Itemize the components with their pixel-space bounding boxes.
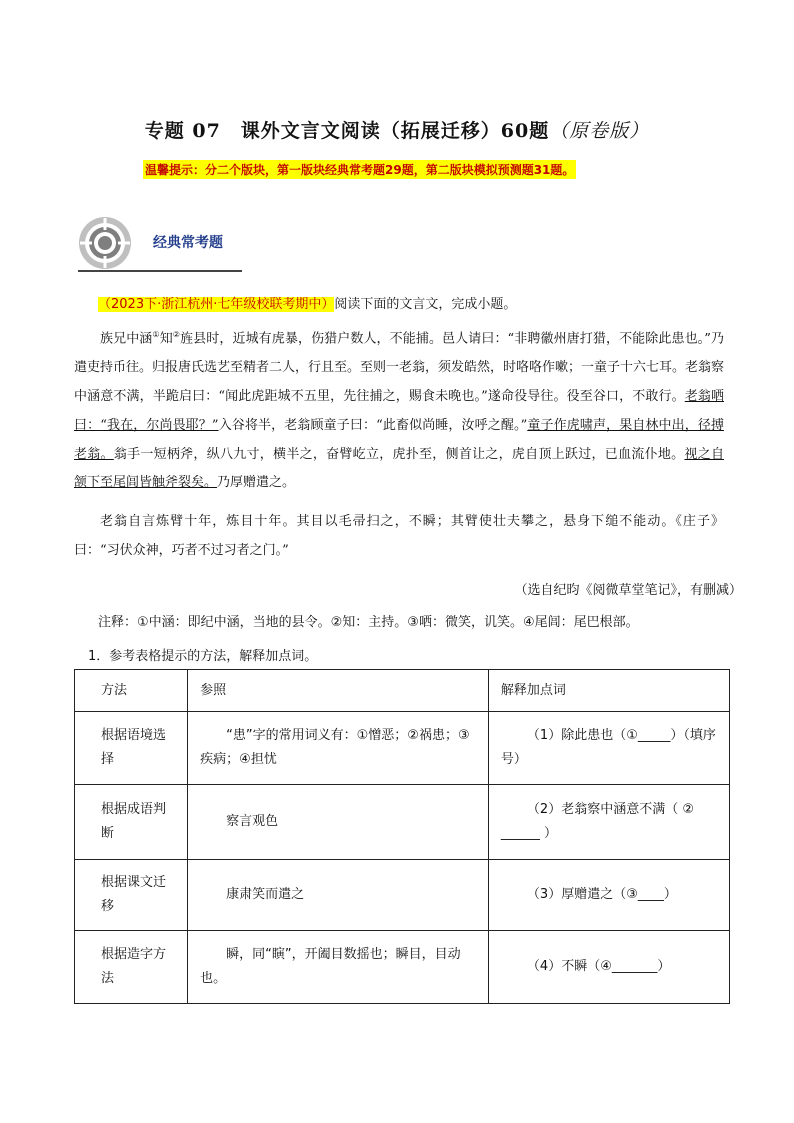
tip-banner: 温馨提示：分二个版块，第一版块经典常考题29题，第二版块模拟预测题31题。 [143, 160, 576, 179]
passage-text: 知 [159, 331, 173, 347]
passage-text: 翁手一短柄斧，纵八九寸，横半之，奋臂屹立，虎扑至，侧首让之，虎自顶上跃过，已血流仆地。 [113, 446, 685, 462]
table-row [75, 931, 730, 1004]
table-header: 参照 [188, 670, 489, 712]
answer-cell[interactable]: （2）老翁察中涵意不满（ ② ______ ） [488, 785, 729, 860]
footnote-mark: ② [172, 330, 181, 339]
underlined-sentence: 老翁哂曰：“我在，尔尚畏耶？” [74, 388, 724, 433]
question-1: 1．参考表格提示的方法，解释加点词。 [88, 649, 318, 664]
table-header: 方法 [75, 670, 188, 712]
passage-text: 入谷将半，老翁顾童子曰：“此畜似尚睡，汝呼之醒。” [218, 417, 528, 433]
table-header-row [75, 670, 730, 712]
title-sub: （原卷版） [549, 120, 650, 142]
passage-text: 旌县时，近城有虎暴，伤猎户数人，不能捕。邑人请曰：“非聘徽州唐打猎，不能除此患也。”乃遣吏持币往。归报唐氏选艺至精者二人，行且至。至则一老翁，须发皓然，时咯咯作嗽；一童子十六七耳。老翁察中涵意不满，半跪启曰：“闻此虎距城不五里，先往捕之，赐食未晚也。”遂命役导往。役至谷口，不敢行。 [74, 331, 725, 404]
intro-text: 阅读下面的文言文，完成小题。 [334, 297, 517, 312]
exam-source: （2023下·浙江杭州·七年级校联考期中） [98, 297, 335, 312]
underlined-sentence: 童子作虎啸声，果自林中出，径搏老翁。 [74, 417, 724, 462]
reference-cell: 康肃笑而遣之 [188, 860, 489, 931]
answer-table [74, 669, 730, 1004]
section-title: 经典常考题 [153, 235, 223, 251]
reference-cell: 瞬，同“瞚”，开阖目数摇也；瞬目，目动也。 [188, 931, 489, 1004]
passage-paragraph-2: 老翁自言炼臂十年，炼目十年。其目以毛帚扫之，不瞬；其臂使壮夫攀之，悬身下缒不能动。《庄子》曰：“习伏众神，巧者不过习者之门。” [74, 514, 724, 558]
method-cell: 根据成语判断 [75, 785, 188, 860]
passage-source: （选自纪昀《阅微草堂笔记》，有删减） [514, 583, 742, 598]
reference-cell: “患”字的常用词义有：①憎恶；②祸患；③疾病；④担忧 [188, 712, 489, 785]
table-row [75, 785, 730, 860]
target-icon [78, 216, 132, 270]
passage-text: 乃厚赠遣之。 [217, 475, 296, 491]
passage-text: 族兄中涵 [100, 331, 153, 347]
annotations: 注释：①中涵：即纪中涵，当地的县令。②知：主持。③哂：微笑，讥笑。④尾闾：尾巴根部。 [98, 615, 639, 630]
table-row [75, 860, 730, 931]
section-divider [78, 270, 242, 272]
answer-cell[interactable]: （1）除此患也（①_____）（填序号） [488, 712, 729, 785]
reference-cell: 察言观色 [188, 785, 489, 860]
method-cell: 根据课文迁移 [75, 860, 188, 931]
method-cell: 根据造字方法 [75, 931, 188, 1004]
table-row [75, 712, 730, 785]
intro-line [98, 293, 516, 312]
passage-paragraph-1 [74, 321, 724, 498]
title-main: 专题 07 课外文言文阅读（拓展迁移）60题 [144, 120, 550, 142]
answer-cell[interactable]: （4）不瞬（④_______） [488, 931, 729, 1004]
method-cell: 根据语境选择 [75, 712, 188, 785]
footnote-mark: ① [152, 330, 160, 339]
answer-cell[interactable]: （3）厚赠遣之（③____） [488, 860, 729, 931]
table-header: 解释加点词 [488, 670, 729, 712]
underlined-sentence: 视之自颔下至尾闾皆触斧裂矣。 [74, 446, 724, 491]
page-title [0, 116, 794, 143]
